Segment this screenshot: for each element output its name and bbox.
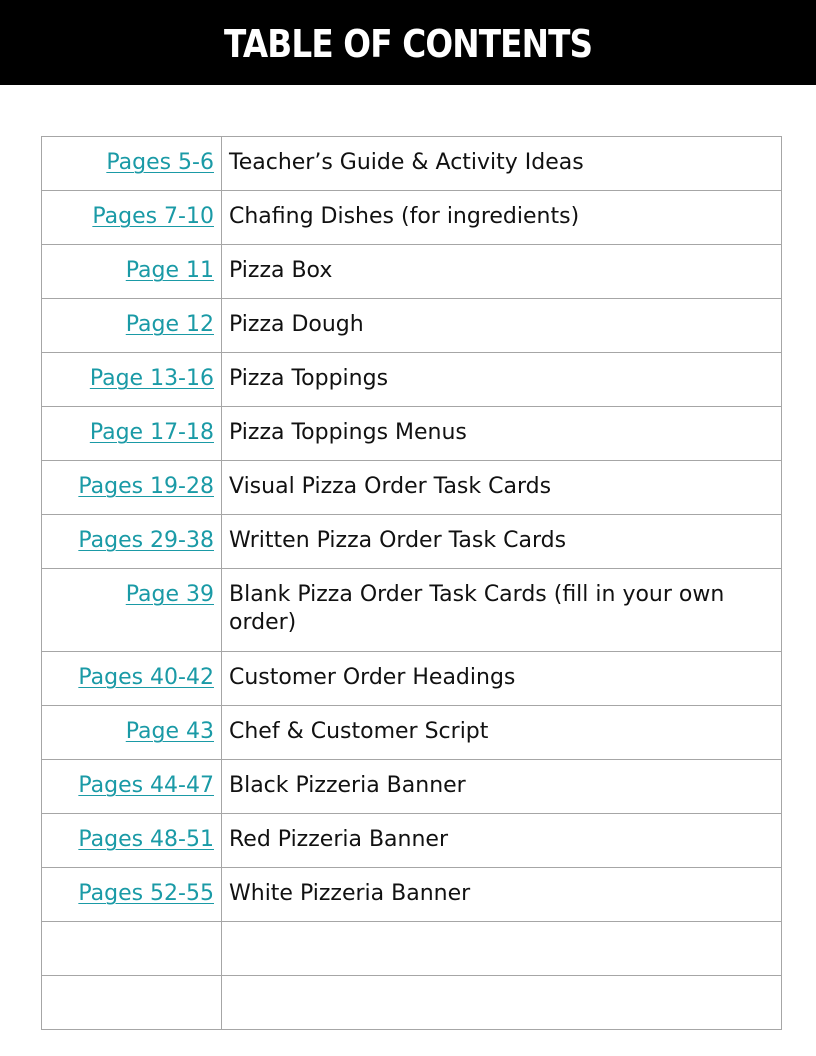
page-cell	[42, 515, 222, 569]
page-cell	[42, 569, 222, 652]
page-link[interactable]: Pages 29-38	[78, 528, 214, 553]
section-title: Chef & Customer Script	[222, 706, 782, 760]
page-cell-empty	[42, 922, 222, 976]
page-link[interactable]: Pages 44-47	[78, 773, 214, 798]
table-row	[42, 868, 782, 922]
page-link[interactable]: Page 43	[125, 719, 214, 744]
table-row	[42, 461, 782, 515]
page-link[interactable]: Page 39	[125, 582, 214, 607]
section-title: Visual Pizza Order Task Cards	[222, 461, 782, 515]
table-row	[42, 299, 782, 353]
page-link[interactable]: Pages 19-28	[78, 474, 214, 499]
table-row	[42, 353, 782, 407]
page-link[interactable]: Pages 7-10	[92, 204, 214, 229]
section-title: Black Pizzeria Banner	[222, 760, 782, 814]
page-link[interactable]: Pages 48-51	[78, 827, 214, 852]
section-title: Written Pizza Order Task Cards	[222, 515, 782, 569]
section-title: Customer Order Headings	[222, 652, 782, 706]
section-title: Pizza Box	[222, 245, 782, 299]
section-title: Chafing Dishes (for ingredients)	[222, 191, 782, 245]
page-link[interactable]: Pages 40-42	[78, 665, 214, 690]
table-of-contents	[41, 136, 782, 1030]
page-link[interactable]: Page 12	[125, 312, 214, 337]
section-title-empty	[222, 976, 782, 1030]
section-title-empty	[222, 922, 782, 976]
page-link[interactable]: Pages 5-6	[106, 150, 214, 175]
section-title: Pizza Dough	[222, 299, 782, 353]
section-title: Teacher’s Guide & Activity Ideas	[222, 137, 782, 191]
page-cell-empty	[42, 976, 222, 1030]
page-cell	[42, 299, 222, 353]
page-cell	[42, 191, 222, 245]
page-link[interactable]: Pages 52-55	[78, 881, 214, 906]
table-row	[42, 814, 782, 868]
table-row-empty	[42, 922, 782, 976]
section-title: Red Pizzeria Banner	[222, 814, 782, 868]
page-link[interactable]: Page 11	[125, 258, 214, 283]
page-link[interactable]: Page 17-18	[89, 420, 214, 445]
table-row	[42, 407, 782, 461]
table-row	[42, 515, 782, 569]
page-cell	[42, 407, 222, 461]
table-row	[42, 706, 782, 760]
page-title: TABLE OF CONTENTS	[223, 21, 593, 66]
page-cell	[42, 461, 222, 515]
section-title: Blank Pizza Order Task Cards (fill in your own order)	[222, 569, 782, 652]
section-title: Pizza Toppings	[222, 353, 782, 407]
table-row	[42, 245, 782, 299]
table-row	[42, 137, 782, 191]
header-banner	[0, 0, 816, 85]
page-cell	[42, 814, 222, 868]
table-row	[42, 191, 782, 245]
page-cell	[42, 353, 222, 407]
page-cell	[42, 706, 222, 760]
page-cell	[42, 760, 222, 814]
page-cell	[42, 245, 222, 299]
table-row	[42, 760, 782, 814]
section-title: Pizza Toppings Menus	[222, 407, 782, 461]
table-row-empty	[42, 976, 782, 1030]
page-link[interactable]: Page 13-16	[89, 366, 214, 391]
table-row	[42, 569, 782, 652]
page-cell	[42, 652, 222, 706]
page-cell	[42, 868, 222, 922]
page-cell	[42, 137, 222, 191]
section-title: White Pizzeria Banner	[222, 868, 782, 922]
table-row	[42, 652, 782, 706]
